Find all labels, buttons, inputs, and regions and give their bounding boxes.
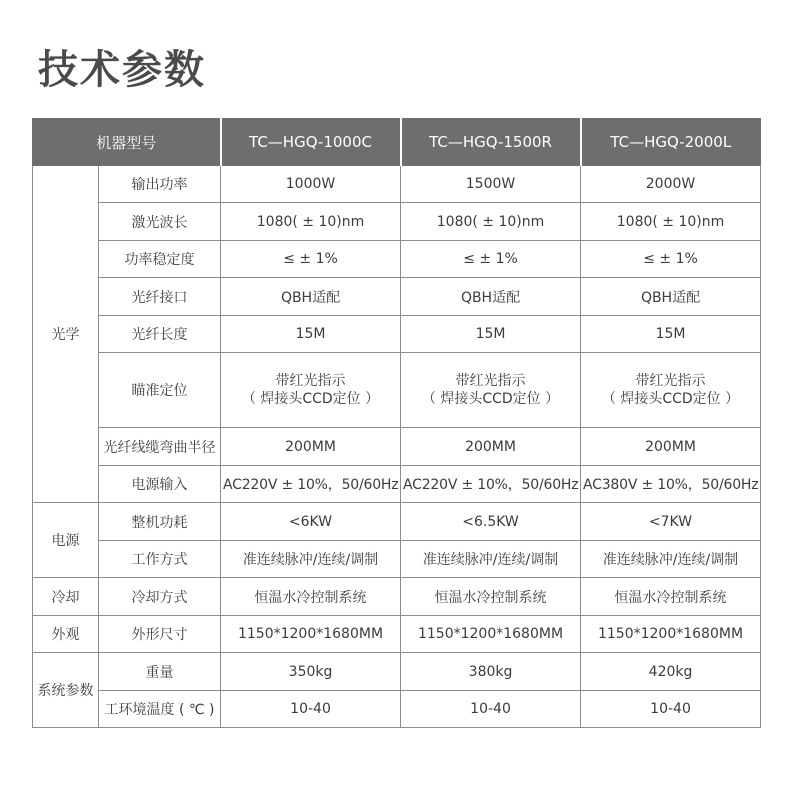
- cell-value: 准连续脉冲/连续/调制: [581, 541, 761, 578]
- param-label: 工作方式: [99, 541, 221, 578]
- cell-value: ≤ ± 1%: [221, 241, 401, 278]
- cell-value: <7KW: [581, 503, 761, 541]
- cell-value: [221, 353, 401, 428]
- cell-value: 1080( ± 10)nm: [221, 203, 401, 241]
- param-label: 重量: [99, 653, 221, 691]
- table-row: [33, 653, 761, 691]
- cell-value: ≤ ± 1%: [401, 241, 581, 278]
- cell-value: 15M: [581, 316, 761, 353]
- param-label: 电源输入: [99, 466, 221, 503]
- param-label: 瞄准定位: [99, 353, 221, 428]
- cell-value: 准连续脉冲/连续/调制: [401, 541, 581, 578]
- param-label: 激光波长: [99, 203, 221, 241]
- cell-value: <6.5KW: [401, 503, 581, 541]
- group-appearance: 外观: [33, 616, 99, 653]
- table-row: [33, 278, 761, 316]
- table-row: [33, 616, 761, 653]
- param-label: 光纤长度: [99, 316, 221, 353]
- group-optical: 光学: [33, 166, 99, 503]
- cell-value: 1080( ± 10)nm: [401, 203, 581, 241]
- table-row: [33, 466, 761, 503]
- cell-value: 1150*1200*1680MM: [401, 616, 581, 653]
- cell-subline: （ 焊接头CCD定位 ）: [241, 391, 380, 407]
- table-header-row: [33, 119, 761, 166]
- cell-value: 1500W: [401, 166, 581, 203]
- table-row: [33, 503, 761, 541]
- cell-value: 恒温水冷控制系统: [401, 578, 581, 616]
- group-power: 电源: [33, 503, 99, 578]
- cell-value: 200MM: [221, 428, 401, 466]
- cell-value: 200MM: [401, 428, 581, 466]
- header-model-3: TC—HGQ-2000L: [581, 119, 761, 166]
- cell-value: 10-40: [221, 691, 401, 728]
- cell-value: AC220V ± 10%，50/60Hz: [221, 466, 401, 503]
- cell-subline: （ 焊接头CCD定位 ）: [421, 391, 560, 407]
- cell-value: 15M: [401, 316, 581, 353]
- cell-value: AC220V ± 10%，50/60Hz: [401, 466, 581, 503]
- group-cooling: 冷却: [33, 578, 99, 616]
- cell-value: 2000W: [581, 166, 761, 203]
- table-row: [33, 166, 761, 203]
- param-label: 外形尺寸: [99, 616, 221, 653]
- table-row: [33, 541, 761, 578]
- cell-value: <6KW: [221, 503, 401, 541]
- header-model-label: 机器型号: [33, 119, 221, 166]
- cell-value: 350kg: [221, 653, 401, 691]
- cell-value: QBH适配: [581, 278, 761, 316]
- page-title: 技术参数: [38, 47, 206, 93]
- cell-value: 1150*1200*1680MM: [221, 616, 401, 653]
- cell-value: QBH适配: [221, 278, 401, 316]
- cell-value: 1000W: [221, 166, 401, 203]
- cell-value: 恒温水冷控制系统: [221, 578, 401, 616]
- cell-value: ≤ ± 1%: [581, 241, 761, 278]
- spec-table: [32, 118, 761, 728]
- table-row: [33, 316, 761, 353]
- header-model-2: TC—HGQ-1500R: [401, 119, 581, 166]
- cell-value: 15M: [221, 316, 401, 353]
- cell-value: 1150*1200*1680MM: [581, 616, 761, 653]
- group-system: 系统参数: [33, 653, 99, 728]
- cell-line: 带红光指示: [275, 373, 346, 389]
- param-label: 光纤线缆弯曲半径: [99, 428, 221, 466]
- cell-value: 10-40: [581, 691, 761, 728]
- cell-value: 准连续脉冲/连续/调制: [221, 541, 401, 578]
- cell-value: [581, 353, 761, 428]
- table-row: [33, 241, 761, 278]
- param-label: 工环境温度 ( ℃ ): [99, 691, 221, 728]
- cell-value: 1080( ± 10)nm: [581, 203, 761, 241]
- cell-line: 带红光指示: [635, 373, 706, 389]
- cell-value: 恒温水冷控制系统: [581, 578, 761, 616]
- table-row: [33, 353, 761, 428]
- cell-value: QBH适配: [401, 278, 581, 316]
- cell-value: 380kg: [401, 653, 581, 691]
- cell-line: 带红光指示: [455, 373, 526, 389]
- table-row: [33, 203, 761, 241]
- table-row: [33, 578, 761, 616]
- param-label: 光纤接口: [99, 278, 221, 316]
- cell-subline: （ 焊接头CCD定位 ）: [601, 391, 740, 407]
- header-model-1: TC—HGQ-1000C: [221, 119, 401, 166]
- table-row: [33, 428, 761, 466]
- param-label: 功率稳定度: [99, 241, 221, 278]
- cell-value: 10-40: [401, 691, 581, 728]
- table-row: [33, 691, 761, 728]
- param-label: 整机功耗: [99, 503, 221, 541]
- cell-value: 200MM: [581, 428, 761, 466]
- cell-value: AC380V ± 10%，50/60Hz: [581, 466, 761, 503]
- param-label: 冷却方式: [99, 578, 221, 616]
- param-label: 输出功率: [99, 166, 221, 203]
- cell-value: 420kg: [581, 653, 761, 691]
- cell-value: [401, 353, 581, 428]
